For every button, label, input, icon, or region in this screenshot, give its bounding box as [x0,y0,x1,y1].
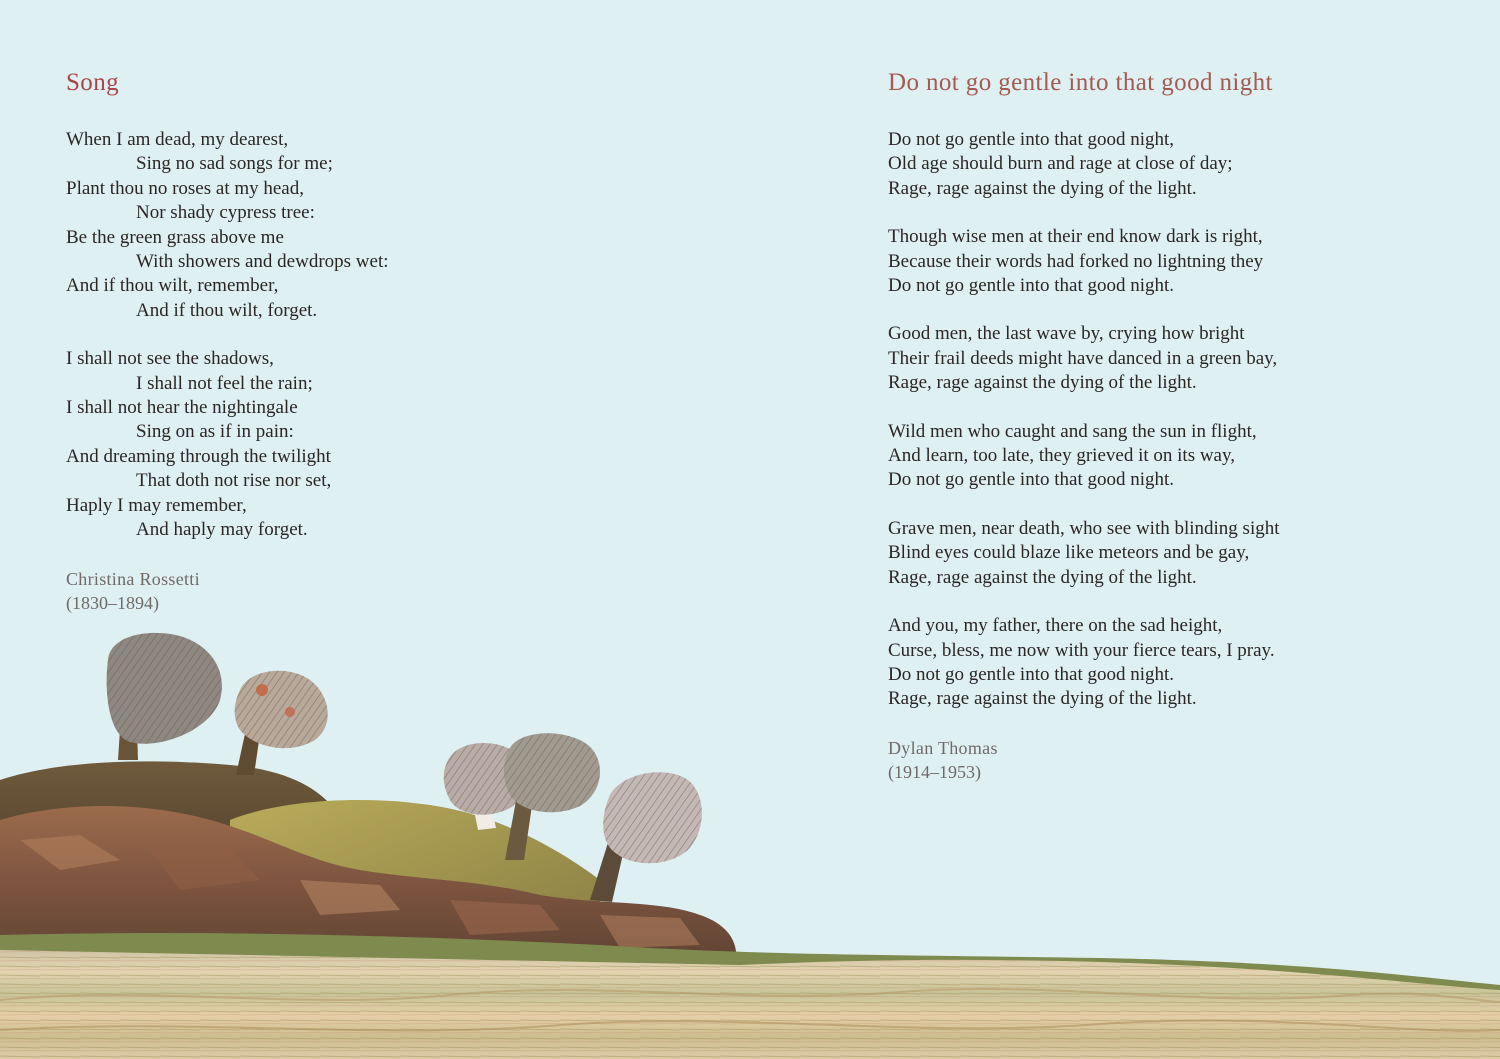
poem-line: Good men, the last wave by, crying how bright [888,323,1245,345]
poem-line: I shall not see the shadows, [66,348,274,370]
poem-line: Old age should burn and rage at close of day; [888,153,1233,175]
stanza [888,225,1448,298]
poem-line: Do not go gentle into that good night. [888,469,1175,491]
poem-line: Rage, rage against the dying of the light. [888,566,1197,588]
poem-title: Song [66,69,120,96]
poem-line: And if thou wilt, remember, [66,275,279,297]
poem-line: Nor shady cypress tree: [136,202,315,224]
poem-line: Plant thou no roses at my head, [66,177,304,199]
poem-line: Because their words had forked no lightning they [888,250,1264,272]
tree-icon [590,772,702,902]
poem-line: Do not go gentle into that good night. [888,275,1175,297]
author-name: Christina Rossetti [66,568,200,589]
tree-icon [235,671,328,775]
tree-icon [107,633,222,760]
song-poem [66,66,686,615]
stanza [888,128,1448,201]
stanza [888,517,1448,590]
poem-line: Grave men, near death, who see with blinding sight [888,517,1280,539]
poem-line: Their frail deeds might have danced in a green bay, [888,347,1278,369]
poem-line: And dreaming through the twilight [66,445,331,467]
poem-line: When I am dead, my dearest, [66,129,289,150]
poem-line: And if thou wilt, forget. [136,299,318,321]
poem-title: Do not go gentle into that good night [888,69,1273,96]
poem-line: Sing no sad songs for me; [136,153,333,175]
poem-line: Sing on as if in pain: [136,421,294,443]
stanza [66,128,686,323]
poem-line: Rage, rage against the dying of the light. [888,177,1197,199]
poem-line: I shall not feel the rain; [136,372,313,394]
poem-line: Do not go gentle into that good night, [888,129,1175,150]
poem-line: I shall not hear the nightingale [66,397,298,419]
stanza [888,420,1448,493]
poem-line: Blind eyes could blaze like meteors and be gay, [888,542,1250,564]
poem-line: With showers and dewdrops wet: [136,251,389,273]
poem-line: Wild men who caught and sang the sun in flight, [888,420,1257,442]
stanza [888,322,1448,395]
poem-line: And haply may forget. [136,519,308,541]
poem-line: Though wise men at their end know dark is right, [888,226,1263,248]
poem-line: And learn, too late, they grieved it on its way, [888,445,1236,467]
poem-line: And you, my father, there on the sad height, [888,615,1223,637]
poem-line: That doth not rise nor set, [136,470,332,492]
landscape-illustration [0,600,1500,1059]
poem-line: Haply I may remember, [66,494,247,516]
author-dates: (1914–1953) [888,762,981,783]
author-name: Dylan Thomas [888,737,998,758]
poem-line: Be the green grass above me [66,226,284,248]
poem-line: Rage, rage against the dying of the light. [888,688,1197,710]
poem-line: Curse, bless, me now with your fierce tears, I pray. [888,639,1275,661]
poem-line: Do not go gentle into that good night. [888,663,1175,685]
author-dates: (1830–1894) [66,592,159,613]
poem-line: Rage, rage against the dying of the light. [888,372,1197,394]
tree-icon [504,733,600,860]
stanza [66,347,686,542]
